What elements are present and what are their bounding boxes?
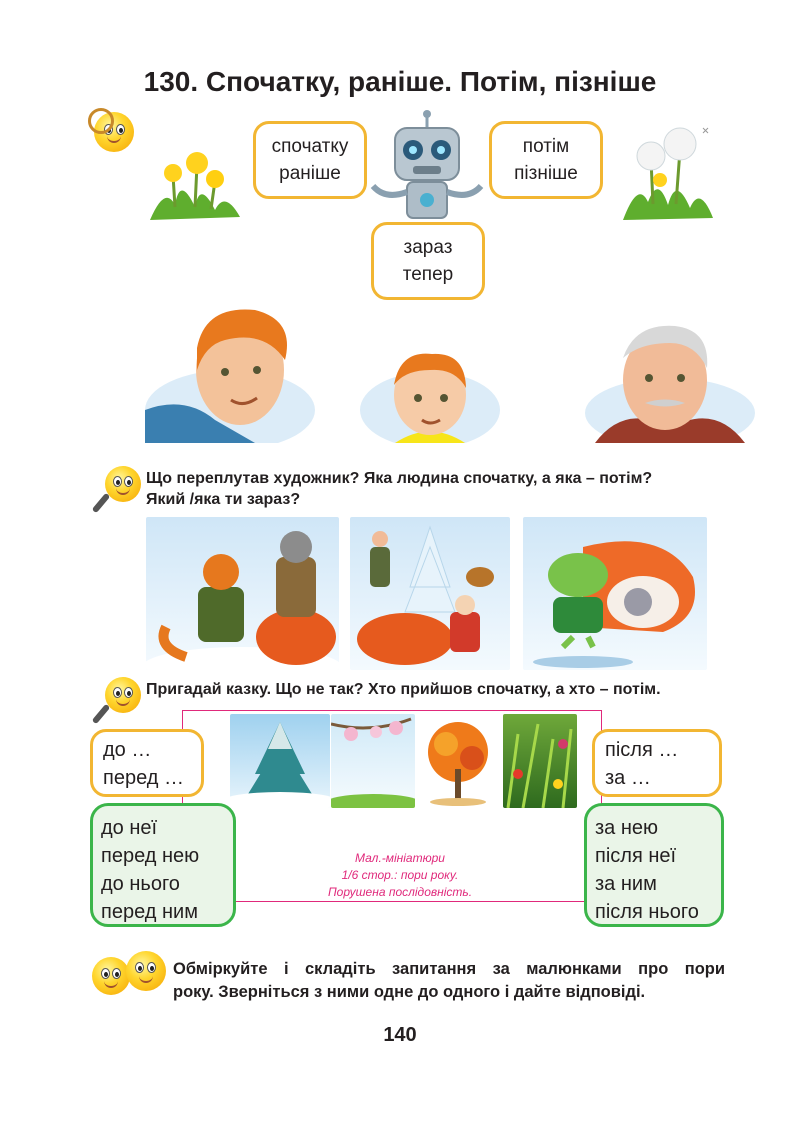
fairy-tale-fox-wolf-image bbox=[146, 517, 339, 670]
page-number: 140 bbox=[383, 1024, 417, 1046]
robot-illustration bbox=[365, 110, 485, 220]
box-after-pronoun-1: за нею bbox=[595, 817, 659, 839]
microphone-icon bbox=[92, 493, 111, 514]
question-1-line-1: Що переплутав художник? Яка людина спочатку, а яка – потім? bbox=[146, 470, 653, 487]
box-later-word-2: пізніше bbox=[514, 163, 578, 184]
caption-line-2: 1/6 стор.: пори року. bbox=[341, 868, 459, 882]
box-now bbox=[371, 222, 485, 300]
box-after-pronoun-2: після неї bbox=[595, 845, 677, 867]
fairy-tale-mitten-winter-image bbox=[350, 517, 510, 670]
box-before-pronouns bbox=[90, 803, 236, 927]
box-after-pronoun-4: після нього bbox=[595, 901, 699, 923]
box-before-pronoun-3: до нього bbox=[101, 873, 180, 895]
season-spring-image bbox=[331, 714, 415, 808]
box-before-pronoun-2: перед нею bbox=[101, 845, 200, 867]
talking-emoji-2-icon bbox=[105, 677, 141, 713]
talking-emoji-icon bbox=[105, 466, 141, 502]
box-after-prompt bbox=[592, 729, 722, 797]
box-after-word-2: за … bbox=[605, 767, 651, 789]
page-title: 130. Спочатку, раніше. Потім, пізніше bbox=[143, 66, 657, 97]
season-winter-image bbox=[230, 714, 330, 808]
microphone-2-icon bbox=[92, 704, 111, 725]
boy-portrait-image bbox=[360, 340, 500, 443]
box-earlier bbox=[253, 121, 367, 199]
box-after-pronouns bbox=[584, 803, 724, 927]
task-line-2: року. Зверніться з ними одне до одного і дайте відповіді. bbox=[173, 983, 646, 1001]
dandelion-flowers-left-image bbox=[145, 145, 245, 225]
pair-emoji-right-icon bbox=[126, 951, 166, 991]
grandfather-portrait-image bbox=[585, 318, 755, 443]
dandelion-seedheads-right-image bbox=[618, 120, 718, 225]
caption-line-1: Мал.-мініатюри bbox=[355, 851, 445, 865]
season-summer-image bbox=[503, 714, 577, 808]
caption-line-3: Порушена послідовність. bbox=[327, 885, 473, 899]
box-after-pronoun-3: за ним bbox=[595, 873, 657, 895]
question-1 bbox=[146, 468, 756, 510]
box-later bbox=[489, 121, 603, 199]
box-before-pronoun-1: до неї bbox=[101, 817, 158, 839]
box-now-word-1: зараз bbox=[403, 237, 453, 258]
season-autumn-image bbox=[418, 714, 498, 808]
young-man-portrait-image bbox=[145, 300, 315, 443]
box-earlier-word-2: раніше bbox=[279, 163, 341, 184]
box-before-word-1: до … bbox=[103, 739, 152, 761]
box-now-word-2: тепер bbox=[402, 264, 454, 285]
seasons-caption bbox=[290, 850, 510, 901]
box-before-word-2: перед … bbox=[103, 767, 184, 789]
magnifier-emoji-icon bbox=[94, 112, 134, 152]
pair-emoji-left-icon bbox=[92, 957, 130, 995]
box-after-word-1: після … bbox=[605, 739, 679, 761]
task-text bbox=[173, 958, 725, 1004]
question-2: Пригадай казку. Що не так? Хто прийшов спочатку, а хто – потім. bbox=[146, 681, 661, 698]
fairy-tale-frog-mouse-image bbox=[523, 517, 707, 670]
box-before-pronoun-4: перед ним bbox=[101, 901, 198, 923]
box-earlier-word-1: спочатку bbox=[271, 136, 349, 157]
box-before-prompt bbox=[90, 729, 204, 797]
question-1-line-2: Який /яка ти зараз? bbox=[146, 491, 301, 508]
box-later-word-1: потім bbox=[522, 136, 570, 157]
task-line-1: Обміркуйте і складіть запитання за малюнками про пори bbox=[173, 960, 725, 978]
